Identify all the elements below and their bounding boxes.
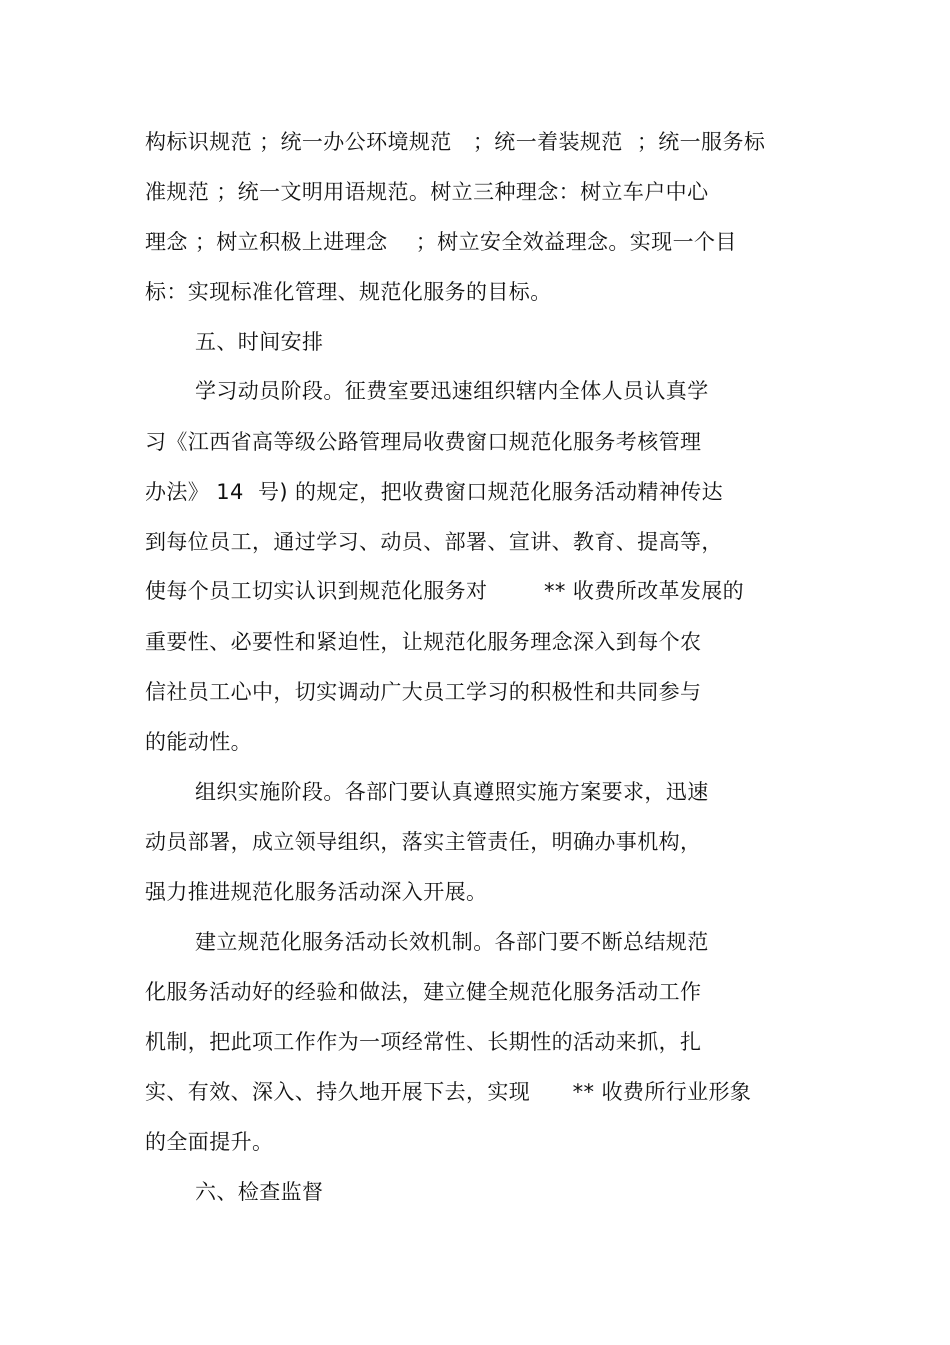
text-line: 化服务活动好的经验和做法，建立健全规范化服务活动工作 bbox=[145, 980, 702, 1004]
text-line: 动员部署，成立领导组织，落实主管责任，明确办事机构， bbox=[145, 830, 702, 854]
text-line: 实、有效、深入、持久地开展下去，实现 ** 收费所行业形象 bbox=[145, 1080, 752, 1104]
text-line: 办法》 14 号) 的规定，把收费窗口规范化服务活动精神传达 bbox=[145, 480, 724, 504]
section-heading: 五、时间安排 bbox=[195, 330, 324, 354]
text-line: 信社员工心中，切实调动广大员工学习的积极性和共同参与 bbox=[145, 680, 702, 704]
text-line: 机制，把此项工作作为一项经常性、长期性的活动来抓，扎 bbox=[145, 1030, 702, 1054]
text-line: 习《江西省高等级公路管理局收费窗口规范化服务考核管理 bbox=[145, 430, 702, 454]
text-line: 强力推进规范化服务活动深入开展。 bbox=[145, 880, 488, 904]
text-line: 学习动员阶段。征费室要迅速组织辖内全体人员认真学 bbox=[195, 379, 709, 403]
text-line: 建立规范化服务活动长效机制。各部门要不断总结规范 bbox=[195, 930, 709, 954]
text-line: 的能动性。 bbox=[145, 730, 252, 754]
text-line: 构标识规范 ；统一办公环境规范 ；统一着装规范 ；统一服务标 bbox=[145, 130, 766, 154]
text-line: 理念 ；树立积极上进理念 ；树立安全效益理念。实现一个目 bbox=[145, 230, 737, 254]
text-line: 使每个员工切实认识到规范化服务对 ** 收费所改革发展的 bbox=[145, 579, 745, 603]
text-line: 准规范 ；统一文明用语规范。树立三种理念：树立车户中心 bbox=[145, 180, 709, 204]
text-line: 到每位员工，通过学习、动员、部署、宣讲、教育、提高等， bbox=[145, 530, 723, 554]
section-heading: 六、检查监督 bbox=[195, 1180, 324, 1204]
text-line: 组织实施阶段。各部门要认真遵照实施方案要求，迅速 bbox=[195, 780, 709, 804]
text-line: 标：实现标准化管理、规范化服务的目标。 bbox=[145, 280, 552, 304]
text-line: 的全面提升。 bbox=[145, 1130, 274, 1154]
text-line: 重要性、必要性和紧迫性，让规范化服务理念深入到每个农 bbox=[145, 630, 702, 654]
